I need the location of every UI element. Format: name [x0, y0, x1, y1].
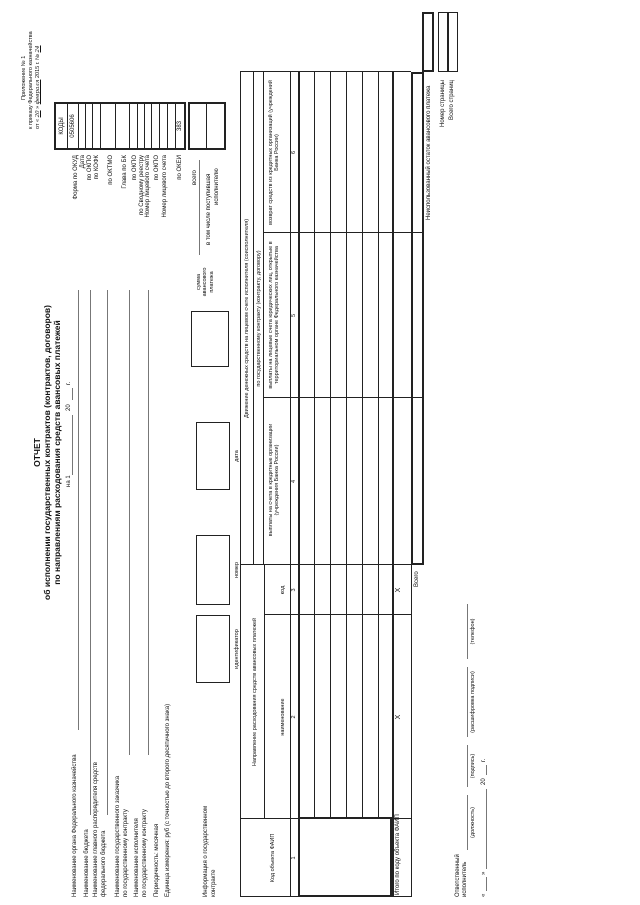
- phone-caption: (телефон): [470, 618, 476, 645]
- report-period-suffix: г.: [66, 381, 72, 385]
- report-year-line: [72, 388, 73, 400]
- appendix-date-day: 20: [35, 110, 41, 118]
- table-row: [378, 72, 379, 819]
- customer-line: [129, 290, 130, 755]
- contract-info-label-2: контракте: [211, 869, 217, 897]
- itogo-x-code: Х: [395, 587, 402, 593]
- gr-label-2: федерального бюджета: [101, 830, 107, 897]
- responsible-label-1: Ответственный: [455, 854, 461, 897]
- number-label: номер: [234, 562, 240, 578]
- date-label-contract: дата: [234, 450, 240, 462]
- advance-amount-box: [188, 102, 226, 150]
- okud-value: 0505606: [70, 114, 76, 138]
- identifier-box: [196, 615, 230, 683]
- col-name-header: наименование: [280, 698, 286, 736]
- date-box: [196, 422, 230, 490]
- appendix-line-1: Приложение № 1: [21, 55, 27, 100]
- okei-value: 383: [177, 121, 183, 132]
- col-num-1: 1: [291, 856, 297, 860]
- unit-label: Единица измерения: руб (с точностью до второго десятичного знака): [165, 703, 171, 897]
- okei-label: по ОКЕИ: [177, 155, 183, 180]
- kofk-label: по КОФК: [94, 155, 100, 180]
- decode-caption: (расшифровка подписи): [470, 671, 476, 733]
- periodicity-label: Периодичность: месячная: [154, 823, 160, 897]
- customer-label-1: Наименование государственного заказчика: [115, 775, 121, 897]
- received-label-1: в том числе поступившая: [206, 173, 212, 245]
- received-label-2: исполнителю: [214, 168, 220, 205]
- sign-caption: (подпись): [470, 753, 476, 779]
- okpo2-label: по ОКПО: [132, 155, 138, 181]
- col-4-header: выплаты на счета в кредитные организации (учреждения Банка России): [268, 423, 281, 537]
- vsego-box: [411, 72, 424, 565]
- contract-info-label-1: Информация о государственном: [203, 805, 209, 897]
- col-code-header: код: [280, 585, 286, 595]
- executor-label-2: по государственному контракту: [142, 809, 148, 897]
- account-label: Номер лицевого счета: [145, 155, 151, 218]
- col-directions-header: Направление расходования средств авансовых платежей: [252, 617, 258, 767]
- col-num-6: 6: [291, 150, 297, 155]
- col-6-header: возврат средств из кредитных организаций (учреждений Банка России): [268, 80, 281, 225]
- sign-year-suffix: г.: [481, 758, 487, 762]
- itogo-x-name: Х: [395, 714, 402, 720]
- position-caption: (должность): [470, 807, 476, 838]
- appendix-line-3: от « 20 » февраля 2015 г. № 24: [35, 45, 41, 129]
- vsego-label: Всего: [414, 571, 420, 587]
- report-period-line: [72, 415, 73, 475]
- okpo3-label: по ОКПО: [154, 155, 160, 181]
- oktmo-label: по ОКТМО: [108, 155, 114, 185]
- page-number-box: [438, 12, 448, 72]
- col-movement-header-1: Движение денежных средств на лицевом счете исполнителя (соисполнителя): [244, 218, 250, 419]
- bk-label: Глава по БК: [122, 155, 128, 189]
- identifier-label: идентификатор: [234, 629, 240, 669]
- gr-line: [107, 290, 108, 815]
- appendix-number: 24: [35, 45, 41, 53]
- table-row: [346, 72, 347, 819]
- unused-balance-label: Неиспользованный остаток авансового платежа: [426, 85, 432, 220]
- okpo-label: по ОКПО: [87, 155, 93, 181]
- appendix-line-2: к приказу Федерального казначейства: [28, 31, 34, 129]
- col-num-5: 5: [291, 313, 297, 318]
- advance-box: [191, 311, 229, 367]
- faip-code-box: [298, 817, 392, 897]
- col-num-3: 3: [291, 588, 297, 592]
- customer-label-2: по государственному контракту: [123, 809, 129, 897]
- okud-label: Форма по ОКУД: [73, 155, 79, 200]
- sign-date-open: «: [481, 893, 487, 897]
- report-subtitle-1: об исполнении государственных контрактов (контрактов, договоров): [42, 305, 52, 600]
- table-row: [330, 72, 331, 819]
- gr-label-1: Наименование главного распорядителя средств: [93, 762, 99, 897]
- budget-name-line: [90, 290, 91, 815]
- table-row: [362, 72, 363, 819]
- number-box: [196, 535, 230, 605]
- sign-year: 20: [481, 778, 487, 785]
- itogo-label: Итого по коду объекта ФАИП: [395, 814, 401, 895]
- appendix-date-month: февраля: [35, 79, 41, 105]
- codes-header: КОДЫ: [59, 117, 65, 135]
- treasury-body-line: [78, 290, 79, 730]
- unused-balance-box: [422, 12, 434, 72]
- col-5-header: выплаты на лицевые счета юридических лиц, открытые в территориальном органе Федерального казначейства: [268, 241, 281, 389]
- col-num-4: 4: [291, 479, 297, 484]
- report-period-prefix: на 1: [66, 475, 72, 487]
- page-number-label: Номер страницы: [440, 80, 446, 127]
- responsible-label-2: исполнитель: [462, 861, 468, 897]
- total-pages-box: [448, 12, 458, 72]
- date-label: Дата: [80, 155, 86, 169]
- executor-line: [148, 290, 149, 755]
- svodny-label: по Сводному реестру: [139, 155, 145, 215]
- budget-name-label: Наименование бюджета: [84, 829, 90, 897]
- sign-date-close: »: [481, 871, 487, 875]
- table-row: [314, 72, 315, 819]
- total-pages-label: Всего страниц: [449, 80, 455, 120]
- table-top-border: [240, 72, 241, 897]
- advance-label: сумма авансового платежа: [196, 267, 215, 297]
- executor-label-1: Наименование исполнителя: [134, 818, 140, 897]
- col-num-2: 2: [291, 715, 297, 719]
- total-label: всего: [192, 170, 198, 185]
- report-title: ОТЧЕТ: [32, 438, 42, 467]
- col-movement-header-2: по государственному контракту (контракту, договору): [256, 250, 262, 387]
- col-faip-header: Код объекта ФАИП: [270, 833, 276, 883]
- account2-label: Номер лицевого счета: [162, 155, 168, 218]
- report-period-year: 20: [66, 404, 72, 411]
- report-subtitle-2: по направлениям расходования средств авансовых платежей: [52, 320, 62, 585]
- treasury-body-label: Наименование органа Федерального казначейства: [72, 754, 78, 897]
